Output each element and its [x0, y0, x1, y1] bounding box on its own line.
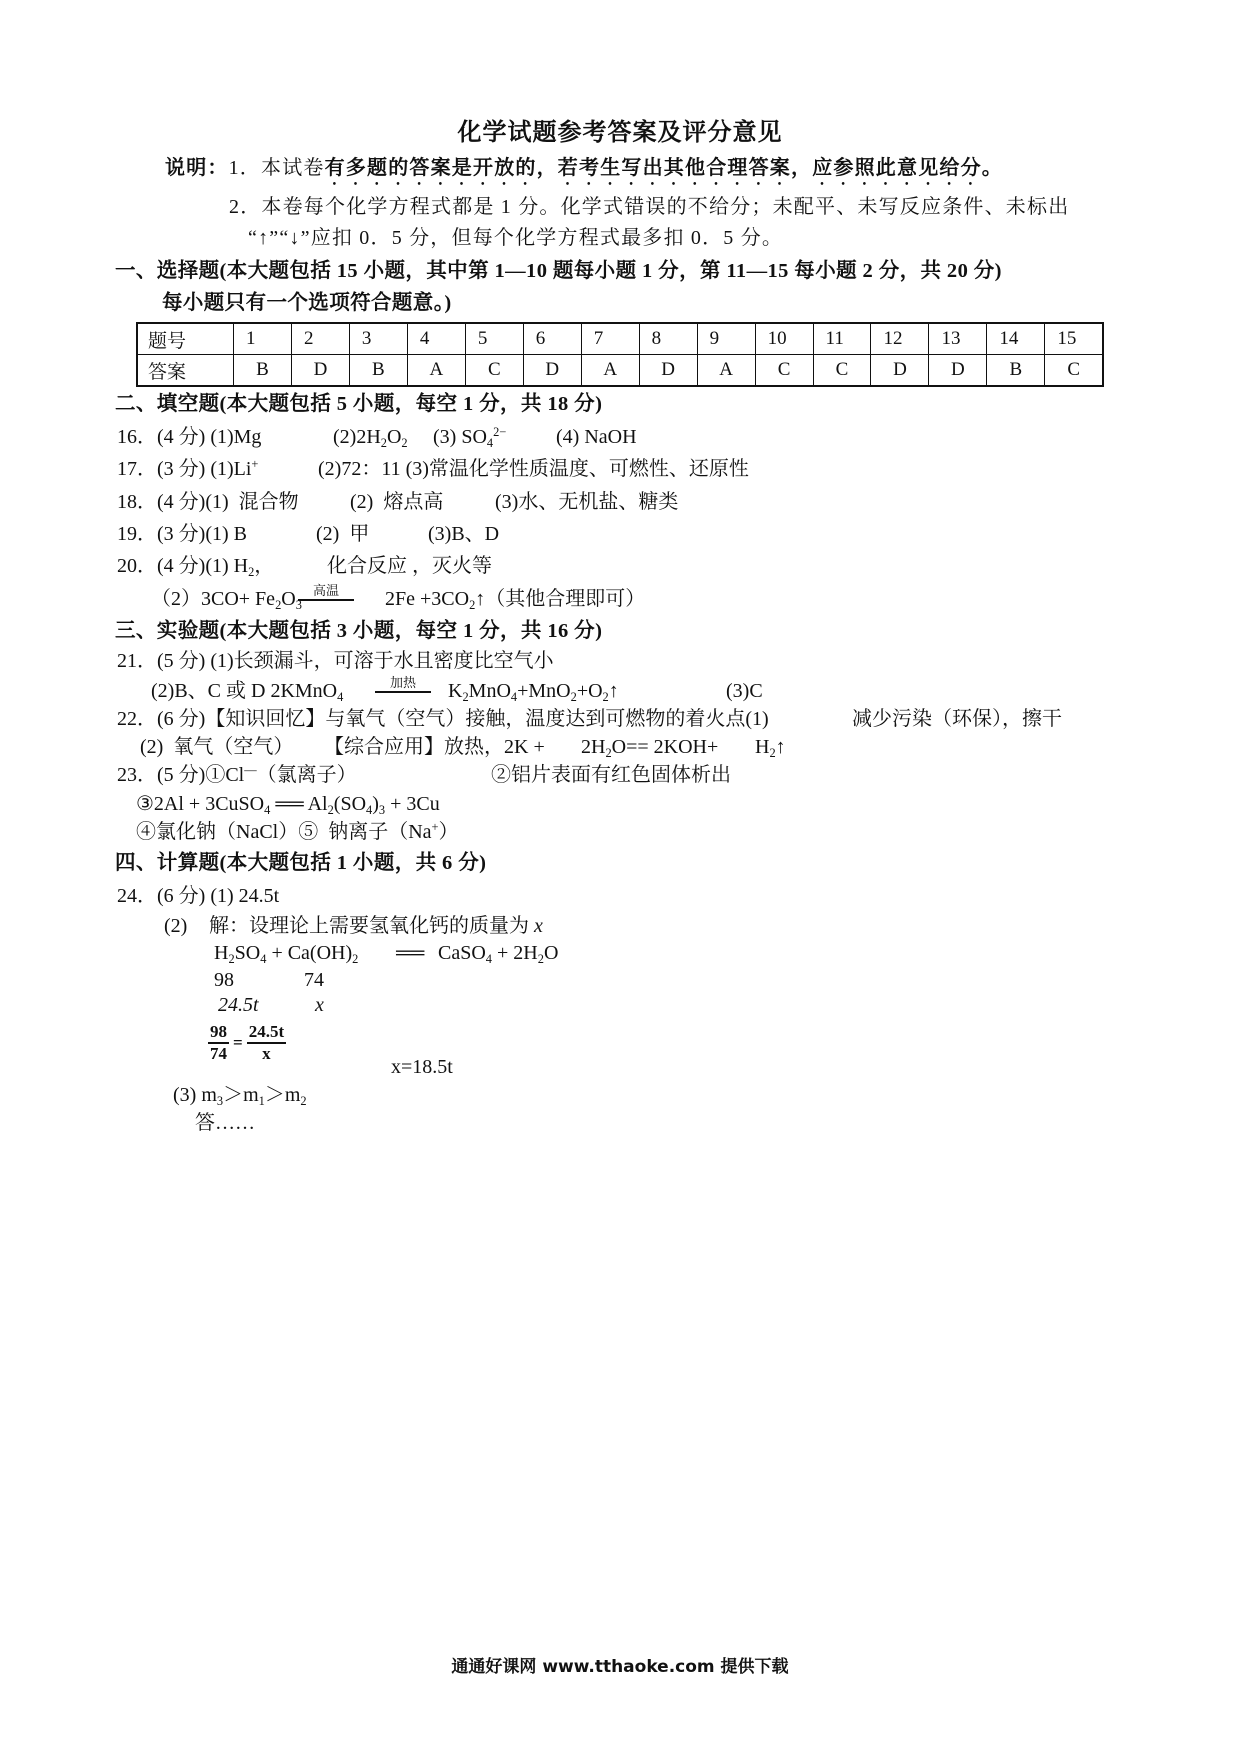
- text-run: + 3Cu: [385, 793, 440, 815]
- q21-part: [117, 649, 554, 673]
- subscript: 3: [216, 1093, 224, 1108]
- equals-sign: =: [233, 1033, 243, 1052]
- q19-part: [117, 522, 247, 546]
- subscript: 2: [380, 435, 387, 450]
- text-run: + 2H: [492, 942, 538, 964]
- subscript: 2: [602, 689, 609, 704]
- unknown-quantity: [315, 993, 324, 1017]
- text-run: (2) 甲: [316, 523, 370, 545]
- q18-part: [117, 490, 299, 514]
- q16-part: [433, 425, 506, 449]
- answer-cell: A: [697, 355, 755, 387]
- text-run: (2) 氧气（空气）: [140, 736, 294, 758]
- section-1-instruction: 每小题只有一个选项符合题意。): [162, 292, 452, 314]
- question-number-cell: 5: [465, 323, 523, 355]
- subscript: 2: [401, 435, 408, 450]
- row-label-question-number: 题号: [137, 323, 234, 355]
- fraction-numerator: 98: [208, 1022, 229, 1044]
- text-run: 98: [214, 969, 234, 991]
- subscript: 2: [537, 951, 544, 966]
- q23-part: [491, 763, 731, 787]
- q23-equation: [136, 792, 440, 816]
- text-run: “↑”“↓”应扣 0．5 分，但每个化学方程式最多扣 0．5 分。: [248, 227, 784, 249]
- q16-part: [333, 425, 408, 449]
- note-2: [229, 195, 1069, 219]
- question-number-row: [137, 323, 1103, 355]
- text-run: (3) m: [173, 1084, 217, 1106]
- text-run: 2．本卷每个化学方程式都是 1 分。化学式错误的不给分；未配平、未写反应条件、未标出: [229, 196, 1070, 218]
- answer-cell: A: [407, 355, 465, 387]
- text-run: + Ca(OH): [266, 942, 353, 964]
- question-number-cell: 2: [291, 323, 349, 355]
- equation-reactants: [214, 941, 358, 965]
- fraction-left: [208, 1022, 229, 1064]
- text-run: 2Fe +3CO: [385, 588, 470, 610]
- text-run: 20．(4 分)(1) H: [117, 555, 249, 577]
- question-number-cell: 6: [523, 323, 581, 355]
- text-run: ④氯化钠（NaCl）⑤ 钠离子（Na: [136, 821, 432, 843]
- text-run: 减少污染（环保），擦干: [852, 708, 1062, 730]
- q20-part: [117, 554, 274, 578]
- q22-part: [117, 707, 769, 731]
- row-label-answer: 答案: [137, 355, 234, 387]
- subscript: 3: [295, 597, 302, 612]
- italic-text: x: [534, 915, 543, 937]
- calculation-result: [391, 1055, 453, 1079]
- text-run: 答……: [195, 1112, 255, 1134]
- question-number-cell: 3: [349, 323, 407, 355]
- text-run: K: [448, 680, 463, 702]
- italic-text: 24.5t: [218, 994, 259, 1016]
- text-run: 18．(4 分)(1) 混合物: [117, 491, 299, 513]
- q18-part: [350, 490, 443, 514]
- section-2-heading: 二、填空题(本大题包括 5 小题，每空 1 分，共 18 分): [115, 393, 603, 415]
- italic-text: x: [315, 994, 324, 1016]
- bold-text: 说明：: [165, 157, 229, 179]
- text-run: (SO: [333, 793, 367, 815]
- question-number-cell: 15: [1045, 323, 1103, 355]
- text-run: (4) NaOH: [556, 426, 637, 448]
- molar-mass: [214, 968, 234, 992]
- answer-cell: D: [639, 355, 697, 387]
- text-run: (3) SO: [433, 426, 487, 448]
- text-run: H: [214, 942, 229, 964]
- text-run: O: [281, 588, 296, 610]
- text-run: x=18.5t: [391, 1056, 453, 1078]
- subscript: 1: [258, 1093, 265, 1108]
- subscript: 2: [605, 745, 612, 760]
- text-run: 17．(3 分) (1)Li: [117, 458, 252, 480]
- text-run: 1．本试卷: [228, 157, 325, 179]
- superscript: +: [251, 457, 259, 472]
- q22-part: [755, 735, 786, 759]
- text-run: O: [543, 942, 559, 964]
- q24-solution-intro: [209, 914, 543, 938]
- question-number-cell: 11: [813, 323, 871, 355]
- answer-cell: C: [813, 355, 871, 387]
- note-3: [248, 226, 783, 250]
- q24-subpart-label: [164, 914, 187, 938]
- text-run: +O: [576, 680, 603, 702]
- text-run: ＞m: [264, 1084, 301, 1106]
- q22-part: [140, 735, 293, 759]
- text-run: ══: [396, 942, 425, 964]
- text-run: 16．(4 分) (1)Mg: [117, 426, 262, 448]
- text-run: ↑: [608, 680, 619, 702]
- answer-cell: D: [523, 355, 581, 387]
- text-run: 化合反应 ，灭火等: [327, 555, 492, 577]
- subscript: 2: [327, 802, 334, 817]
- text-run: 21．(5 分) (1)长颈漏斗，可溶于水且密度比空气小: [117, 650, 554, 672]
- question-number-cell: 1: [234, 323, 292, 355]
- q21-part: [726, 679, 763, 703]
- reaction-condition: 加热: [375, 674, 431, 693]
- text-run: ，: [254, 555, 275, 577]
- fraction-denominator: x: [262, 1044, 271, 1063]
- given-quantity: [218, 993, 259, 1017]
- q19-part: [316, 522, 369, 546]
- q19-part: [428, 522, 499, 546]
- text-run: O== 2KOH+: [611, 736, 719, 758]
- text-run: (3)B、D: [428, 523, 500, 545]
- section-4-heading: 四、计算题(本大题包括 1 小题，共 6 分): [115, 852, 487, 874]
- footer-source: 通通好课网 www.tthaoke.com 提供下载: [451, 1657, 789, 1677]
- q21-equation-reactants: [151, 679, 343, 703]
- text-run: +MnO: [517, 680, 571, 702]
- text-run: 解：设理论上需要氢氧化钙的质量为: [209, 915, 534, 937]
- conclusion: [195, 1111, 255, 1135]
- text-run: (2)2H: [333, 426, 381, 448]
- answer-row: [137, 355, 1103, 387]
- text-run: ③2Al + 3CuSO: [136, 793, 265, 815]
- q22-part: [324, 735, 545, 759]
- text-run: 2H: [581, 736, 606, 758]
- text-run: (2): [164, 915, 188, 937]
- text-run: (3)水、无机盐、糖类: [495, 491, 679, 513]
- text-run: ): [372, 793, 379, 815]
- text-run: ↑（其他合理即可）: [475, 588, 646, 610]
- q17-part: [318, 457, 749, 481]
- q21-equation-products: [448, 679, 619, 703]
- text-run: H: [755, 736, 770, 758]
- emphasis-text: 有多题的答案是开放的，若考生写出其他合理答案，应参照此意见给分。: [324, 157, 1004, 179]
- q23-part: [136, 820, 459, 844]
- q17-part: [117, 457, 258, 481]
- subscript: 4: [337, 689, 344, 704]
- q16-part: [556, 425, 637, 449]
- subscript: 4: [486, 435, 494, 450]
- text-run: ②铝片表面有红色固体析出: [491, 764, 731, 786]
- text-run: (3)C: [726, 680, 763, 702]
- text-run: SO: [234, 942, 261, 964]
- text-run: 【综合应用】放热，2K +: [324, 736, 545, 758]
- answer-cell: C: [1045, 355, 1103, 387]
- equation-equals: [396, 941, 424, 965]
- subscript: 2: [769, 745, 776, 760]
- q22-part: [581, 735, 718, 759]
- q20-equation-products: [385, 587, 645, 611]
- text-run: CaSO: [438, 942, 486, 964]
- superscript: +: [431, 820, 439, 835]
- subscript: 2: [570, 689, 577, 704]
- subscript: 4: [260, 951, 267, 966]
- text-run: (2)72：11 (3)常温化学性质温度、可燃性、还原性: [318, 458, 749, 480]
- text-run: 22．(6 分)【知识回忆】与氧气（空气）接触，温度达到可燃物的着火点(1): [117, 708, 769, 730]
- answer-cell: A: [581, 355, 639, 387]
- note-1: [165, 156, 1003, 190]
- answer-table: [136, 322, 1104, 387]
- question-number-cell: 13: [929, 323, 987, 355]
- answer-cell: D: [929, 355, 987, 387]
- question-number-cell: 9: [697, 323, 755, 355]
- superscript: 2−: [493, 425, 507, 440]
- subscript: 2: [352, 951, 359, 966]
- question-number-cell: 10: [755, 323, 813, 355]
- q24-part: [173, 1083, 307, 1107]
- answer-cell: B: [234, 355, 292, 387]
- subscript: 3: [378, 802, 386, 817]
- answer-cell: C: [755, 355, 813, 387]
- subscript: 2: [275, 597, 282, 612]
- text-run: MnO: [468, 680, 511, 702]
- q23-part: [117, 763, 357, 787]
- q20-equation-reactants: [151, 587, 302, 611]
- subscript: 2: [462, 689, 469, 704]
- q24-part: [117, 884, 279, 908]
- text-run: （氯离子）: [256, 764, 357, 786]
- question-number-cell: 12: [871, 323, 929, 355]
- q22-part: [852, 707, 1062, 731]
- subscript: 2: [469, 597, 476, 612]
- text-run: (2) 熔点高: [350, 491, 444, 513]
- text-run: ＞m: [223, 1084, 259, 1106]
- answer-cell: C: [465, 355, 523, 387]
- section-1-heading: 一、选择题(本大题包括 15 小题，其中第 1—10 题每小题 1 分，第 11—15 每小题 2 分，共 20 分): [115, 260, 1002, 282]
- answer-cell: D: [291, 355, 349, 387]
- subscript: 4: [264, 802, 271, 817]
- fraction-denominator: 74: [210, 1044, 227, 1063]
- answer-cell: D: [871, 355, 929, 387]
- superscript: —: [244, 763, 257, 778]
- question-number-cell: 4: [407, 323, 465, 355]
- text-run: 23．(5 分)①Cl: [117, 764, 245, 786]
- q20-part: [327, 554, 492, 578]
- equation-products: [438, 941, 558, 965]
- q18-part: [495, 490, 678, 514]
- reaction-condition: 高温: [298, 582, 354, 601]
- answer-cell: B: [349, 355, 407, 387]
- question-number-cell: 14: [987, 323, 1045, 355]
- text-run: ══ Al: [270, 793, 328, 815]
- text-run: 19．(3 分)(1) B: [117, 523, 247, 545]
- subscript: 4: [485, 951, 492, 966]
- proportion-fraction: [208, 1022, 286, 1064]
- question-number-cell: 7: [581, 323, 639, 355]
- text-run: (2)B、C 或 D 2KMnO: [151, 680, 338, 702]
- question-number-cell: 8: [639, 323, 697, 355]
- subscript: 2: [248, 564, 255, 579]
- text-run: O: [386, 426, 402, 448]
- molar-mass: [304, 968, 324, 992]
- text-run: ↑: [775, 736, 786, 758]
- text-run: （2）3CO+ Fe: [151, 588, 276, 610]
- answer-cell: B: [987, 355, 1045, 387]
- subscript: 2: [300, 1093, 307, 1108]
- subscript: 4: [510, 689, 518, 704]
- fraction-right: [247, 1022, 286, 1064]
- page-title: 化学试题参考答案及评分意见: [457, 120, 783, 146]
- text-run: 74: [304, 969, 324, 991]
- fraction-numerator: 24.5t: [247, 1022, 286, 1044]
- text-run: ）: [438, 821, 459, 843]
- subscript: 4: [366, 802, 373, 817]
- text-run: 24．(6 分) (1) 24.5t: [117, 885, 280, 907]
- subscript: 2: [228, 951, 235, 966]
- section-3-heading: 三、实验题(本大题包括 3 小题，每空 1 分，共 16 分): [115, 620, 603, 642]
- q16-part: [117, 425, 261, 449]
